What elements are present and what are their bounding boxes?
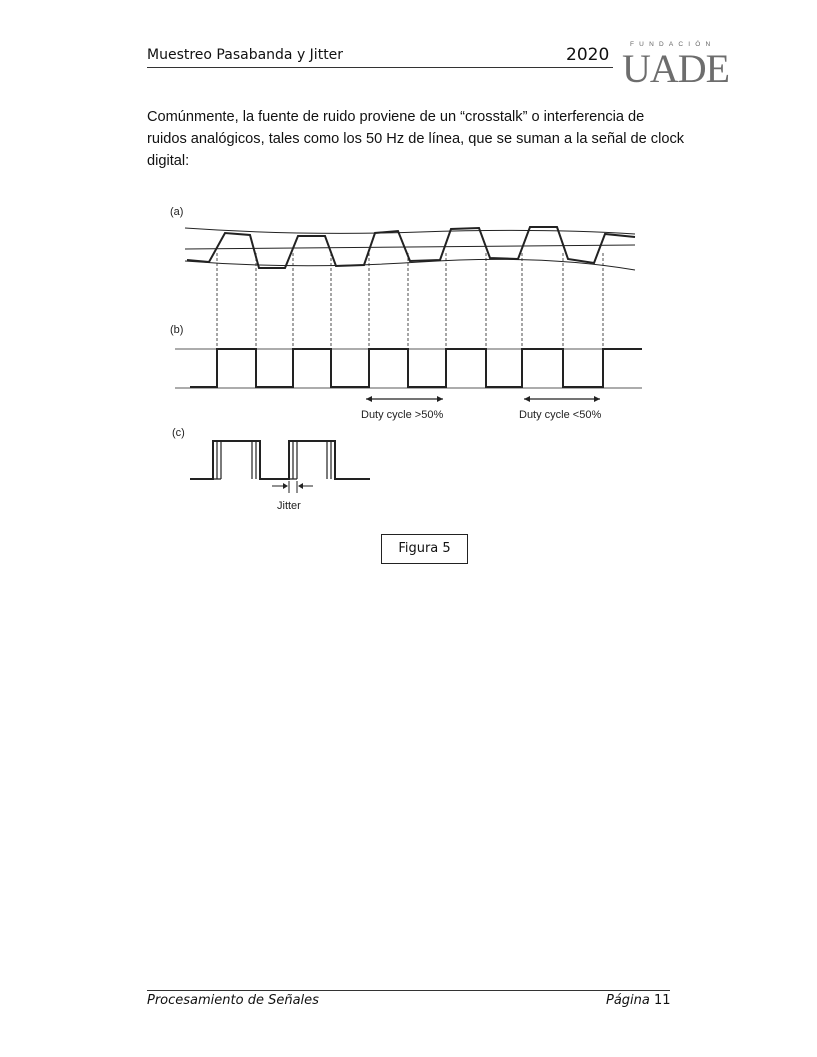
jitter-edges	[213, 441, 335, 479]
jitter-label: Jitter	[277, 500, 301, 512]
jitter-markers	[272, 481, 313, 493]
footer-divider	[147, 990, 670, 991]
header-title: Muestreo Pasabanda y Jitter	[147, 47, 344, 63]
label-a: (a)	[170, 206, 184, 218]
upper-envelope	[185, 228, 635, 234]
footer-course: Procesamiento de Señales	[147, 993, 319, 1008]
body-paragraph: Comúnmente, la fuente de ruido proviene de un “crosstalk” o interferencia de ruidos analógicos, tales como los 50 Hz de línea, que se suman a la señal de clock digital:	[147, 109, 685, 169]
label-c: (c)	[172, 427, 185, 439]
logo-subtitle: FUNDACIÓN	[630, 41, 716, 48]
figure-caption: Figura 5	[381, 534, 468, 564]
page-number: 11	[654, 993, 671, 1008]
duty-cycle-lt-label: Duty cycle <50%	[519, 409, 602, 421]
footer-page	[606, 993, 671, 1009]
digital-clock-waveform	[190, 349, 642, 387]
uade-logo: UADE	[622, 46, 730, 91]
duty-cycle-gt-label: Duty cycle >50%	[361, 409, 444, 421]
page-label: Página	[606, 993, 650, 1008]
header-year: 2020	[566, 45, 610, 65]
label-b: (b)	[170, 324, 184, 336]
